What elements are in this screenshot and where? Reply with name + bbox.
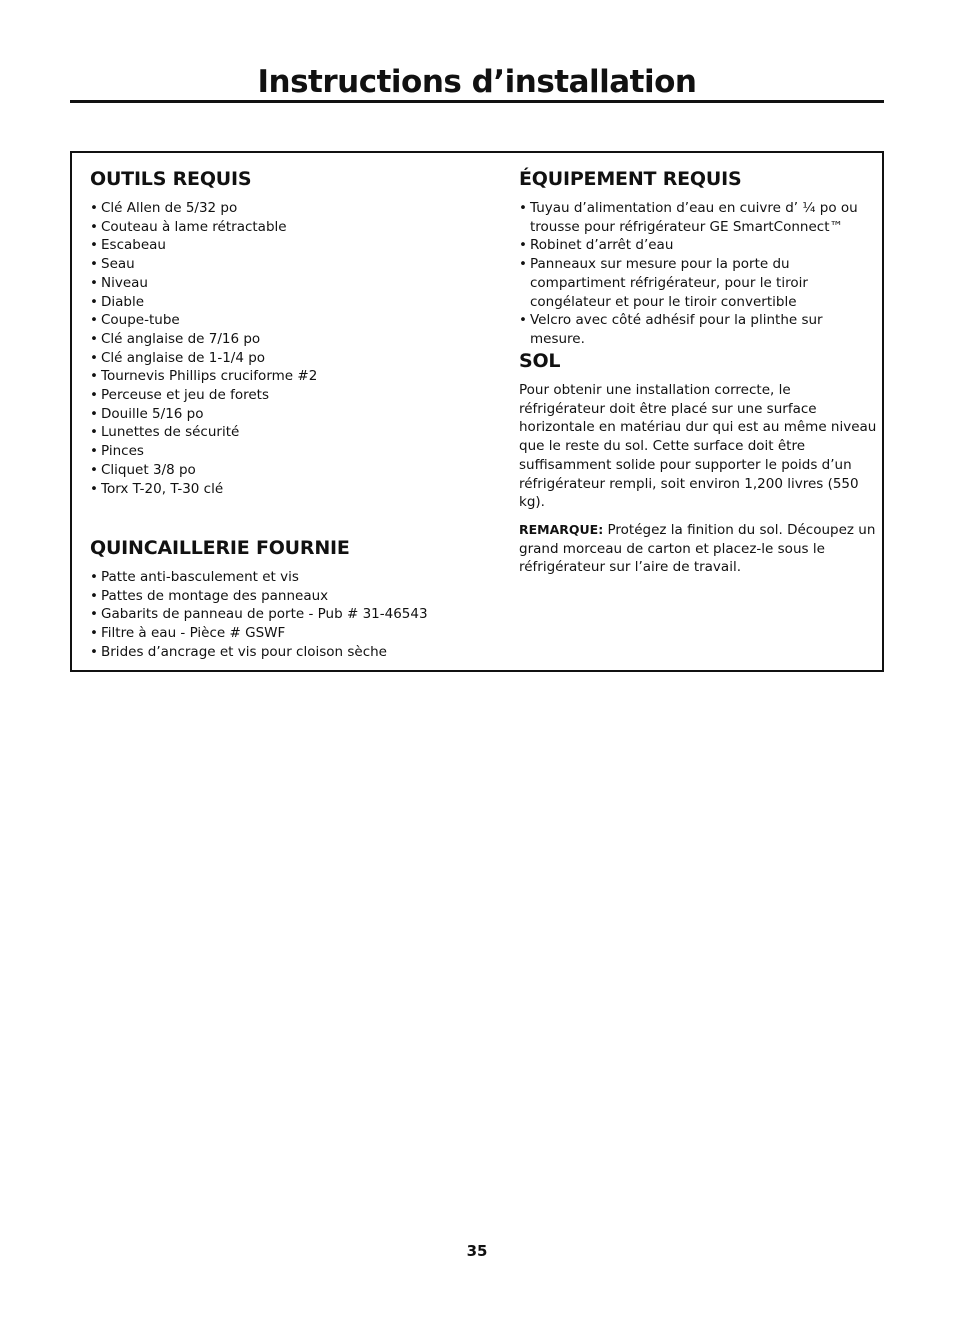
list-item: • Cliquet 3/8 po xyxy=(90,461,317,480)
outils-section xyxy=(90,167,317,498)
list-item: • Patte anti-basculement et vis xyxy=(90,568,428,587)
list-item: • Escabeau xyxy=(90,236,317,255)
title-divider xyxy=(70,100,884,103)
list-item: • Tuyau d’alimentation d’eau en cuivre d’ ¼ po ou trousse pour réfrigérateur GE SmartConnect™ xyxy=(519,199,879,236)
list-item: • Panneaux sur mesure pour la porte du compartiment réfrigérateur, pour le tiroir congélateur et pour le tiroir convertible xyxy=(519,255,879,311)
list-item: • Clé anglaise de 1-1/4 po xyxy=(90,349,317,368)
remark-text: Protégez la finition du sol. Découpez un grand morceau de carton et placez-le sous le réfrigérateur sur l’aire de travail. xyxy=(519,521,876,576)
content-box xyxy=(70,151,884,672)
list-item: • Robinet d’arrêt d’eau xyxy=(519,236,879,255)
equipement-heading: ÉQUIPEMENT REQUIS xyxy=(519,168,742,190)
quincaillerie-section xyxy=(90,536,428,662)
sol-paragraph: Pour obtenir une installation correcte, le réfrigérateur doit être placé sur une surface horizontale en matériau dur qui est au même niveau que le reste du sol. Cette surface doit être suffisamment solide pour supporter le poids d’un réfrigérateur rempli, soit environ 1,200 livres (550 kg). xyxy=(519,382,877,511)
list-item: • Gabarits de panneau de porte - Pub # 31-46543 xyxy=(90,605,428,624)
sol-heading: SOL xyxy=(519,350,561,372)
list-item: • Perceuse et jeu de forets xyxy=(90,386,317,405)
equipement-section xyxy=(519,167,879,349)
list-item: • Tournevis Phillips cruciforme #2 xyxy=(90,367,317,386)
list-item: • Coupe-tube xyxy=(90,311,317,330)
remark-label: REMARQUE: xyxy=(519,521,604,537)
sol-section xyxy=(519,349,879,577)
page-number: 35 xyxy=(466,1242,488,1260)
list-item: • Velcro avec côté adhésif pour la plinthe sur mesure. xyxy=(519,311,879,348)
list-item: • Niveau xyxy=(90,274,317,293)
list-item: • Clé Allen de 5/32 po xyxy=(90,199,317,218)
list-item: • Couteau à lame rétractable xyxy=(90,218,317,237)
quincaillerie-heading: QUINCAILLERIE FOURNIE xyxy=(90,537,350,559)
list-item: • Lunettes de sécurité xyxy=(90,423,317,442)
list-item: • Torx T-20, T-30 clé xyxy=(90,480,317,499)
list-item: • Diable xyxy=(90,293,317,312)
page-title: Instructions d’installation xyxy=(257,64,697,100)
outils-heading: OUTILS REQUIS xyxy=(90,168,252,190)
list-item: • Filtre à eau - Pièce # GSWF xyxy=(90,624,428,643)
outils-list xyxy=(90,199,317,498)
list-item: • Pinces xyxy=(90,442,317,461)
list-item: • Seau xyxy=(90,255,317,274)
list-item: • Clé anglaise de 7/16 po xyxy=(90,330,317,349)
remark-paragraph xyxy=(519,521,879,577)
list-item: • Douille 5/16 po xyxy=(90,405,317,424)
quincaillerie-list xyxy=(90,568,428,662)
list-item: • Pattes de montage des panneaux xyxy=(90,587,428,606)
list-item: • Brides d’ancrage et vis pour cloison sèche xyxy=(90,643,428,662)
equipement-list xyxy=(519,199,879,349)
